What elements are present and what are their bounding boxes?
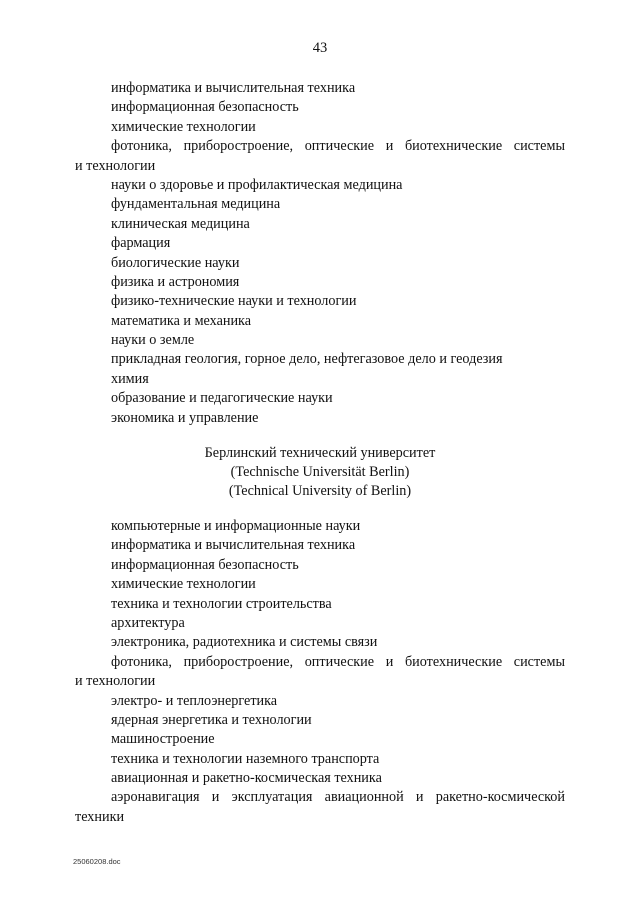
list-item: архитектура [111,614,185,631]
document-footer-filename: 25060208.doc [73,857,121,866]
list-item: физика и астрономия [111,273,240,290]
list-item: химические технологии [111,576,256,593]
page-number: 43 [312,40,328,56]
list-item: фармация [111,235,171,252]
list-item: машиностроение [111,731,215,748]
list-item: математика и механика [111,312,252,329]
university-name-en: (Technical University of Berlin) [228,483,412,499]
university-name-ru: Берлинский технический университет [204,445,436,461]
list-item: химические технологии [111,118,256,135]
list-item: электро- и теплоэнергетика [111,692,278,709]
list-item: информатика и вычислительная техника [111,537,356,554]
list-item: науки о земле [111,332,195,349]
specialty-list-2 [75,517,565,827]
list-item-wrapped-first-line: аэронавигация и эксплуатация авиационной и ракетно-космической [111,789,565,806]
list-item: компьютерные и информационные науки [111,518,361,534]
university-heading [0,444,640,501]
list-item-wrapped-second-line: техники [75,808,125,825]
list-item: прикладная геология, горное дело, нефтегазовое дело и геодезия [111,351,503,368]
list-item: клиническая медицина [111,215,250,232]
list-item-wrapped-first-line: фотоника, приборостроение, оптические и биотехнические системы [111,138,565,155]
list-item: химия [111,370,149,387]
list-item: техника и технологии строительства [111,595,332,612]
list-item: авиационная и ракетно-космическая техника [111,770,382,787]
list-item: электроника, радиотехника и системы связи [111,634,378,651]
list-item: ядерная энергетика и технологии [111,711,312,728]
list-item: техника и технологии наземного транспорта [111,750,380,767]
list-item: информационная безопасность [111,556,299,573]
list-item: науки о здоровье и профилактическая медицина [111,176,403,193]
list-item-wrapped-second-line: и технологии [75,157,156,174]
list-item: образование и педагогические науки [111,390,333,407]
list-item: экономика и управление [111,409,259,426]
list-item: информатика и вычислительная техника [111,80,356,96]
list-item: информационная безопасность [111,99,299,116]
list-item-wrapped-first-line: фотоника, приборостроение, оптические и биотехнические системы [111,653,565,670]
list-item: фундаментальная медицина [111,196,281,213]
list-item-wrapped-second-line: и технологии [75,673,156,690]
specialty-list-1 [75,79,565,428]
list-item: биологические науки [111,254,240,271]
list-item: физико-технические науки и технологии [111,293,357,310]
university-name-de: (Technische Universität Berlin) [230,464,410,480]
